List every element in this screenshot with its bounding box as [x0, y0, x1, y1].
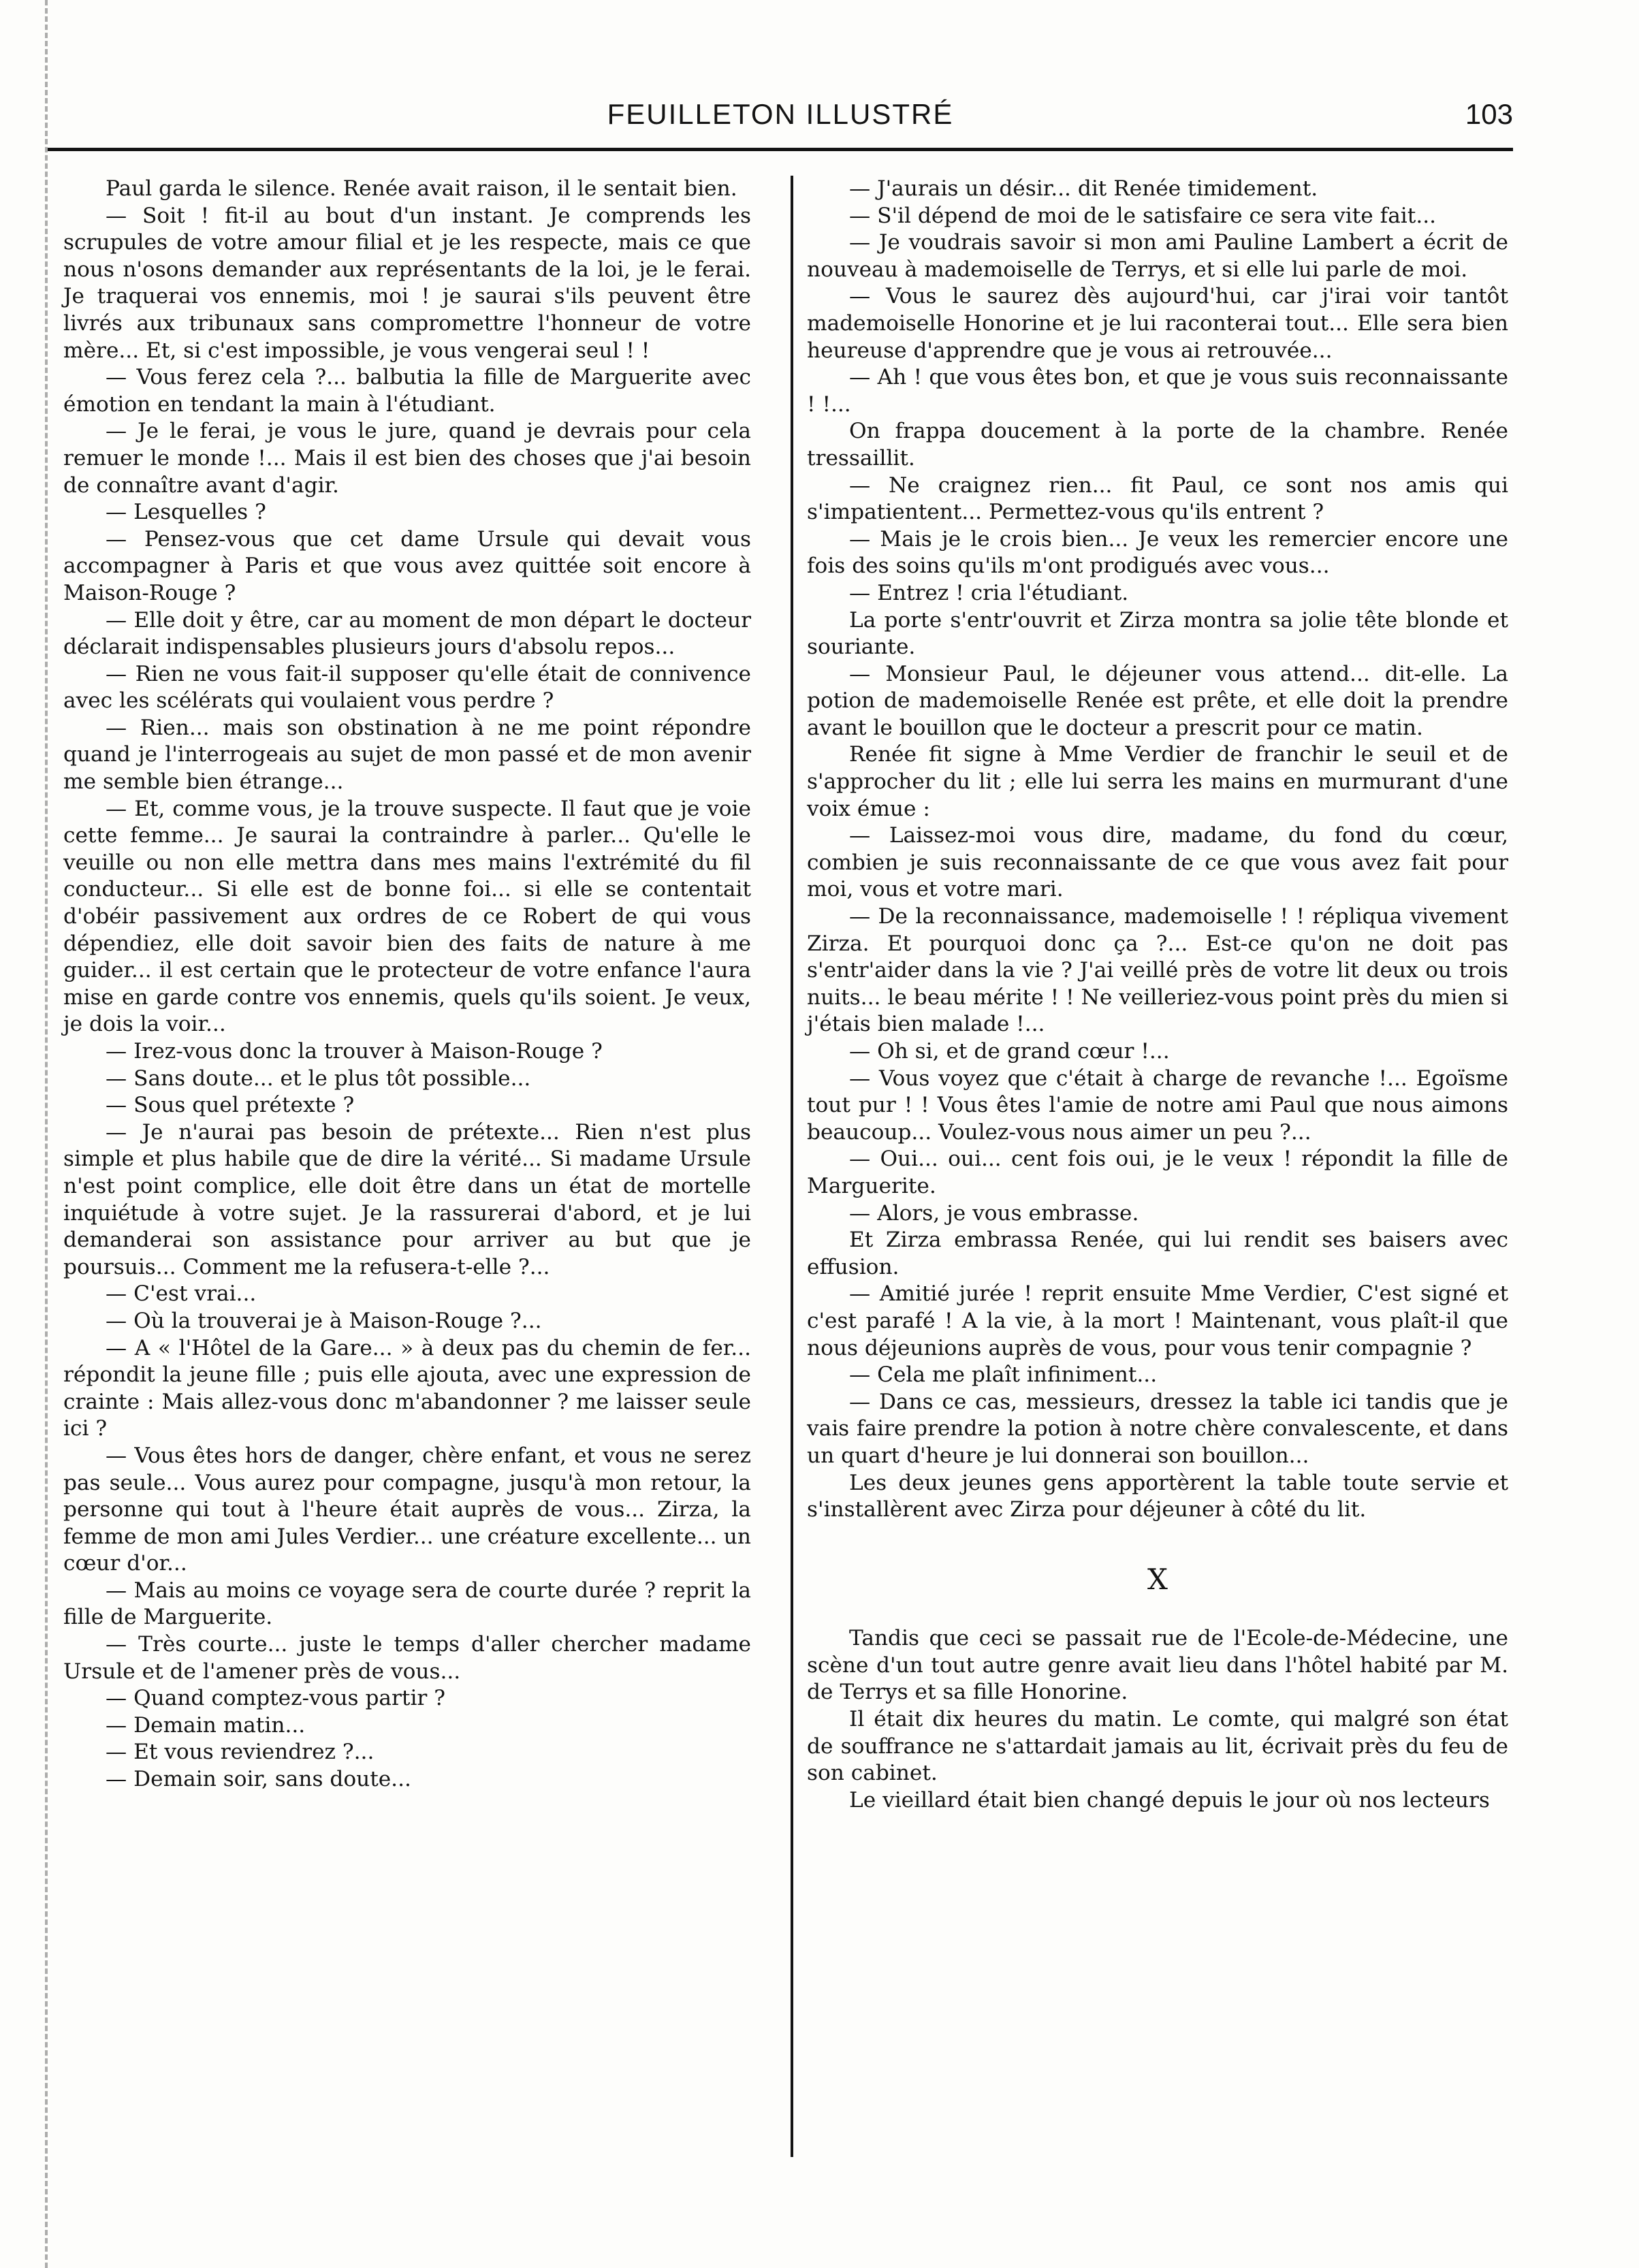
paragraph: — Très courte... juste le temps d'aller chercher madame Ursule et de l'amener près de vous... [63, 1632, 751, 1684]
paragraph: — Vous ferez cela ?... balbutia la fille de Marguerite avec émotion en tendant la main à l'étudiant. [63, 365, 751, 417]
paragraph: — Ah ! que vous êtes bon, et que je vous suis reconnaissante ! !... [807, 365, 1508, 417]
header-rule [48, 148, 1513, 151]
paragraph: — Oh si, et de grand cœur !... [849, 1039, 1170, 1064]
paragraph: Et Zirza embrassa Renée, qui lui rendit ses baisers avec effusion. [807, 1228, 1508, 1279]
chapter-heading: X [1147, 1562, 1168, 1596]
scan-binding-edge [0, 0, 48, 2268]
paragraph: — Et, comme vous, je la trouve suspecte. Il faut que je voie cette femme... Je saurai la contraindre à parler... Qu'elle le veuille ou non elle mettra dans mes mains l'extrémité du fil conducteur... Si elle est de bonne foi... si elle se contentait d'obéir passivement aux ordres de ce Robert de qui vous dépendiez, elle doit savoir bien des faits de nature à me guider... il est certain que le protecteur de votre enfance l'aura mise en garde contre vos ennemis, quels qu'ils soient. Je veux, je dois la voir... [63, 796, 751, 1037]
paragraph: Les deux jeunes gens apportèrent la table toute servie et s'installèrent avec Zirza pour déjeuner à côté du lit. [807, 1470, 1508, 1522]
paragraph: On frappa doucement à la porte de la chambre. Renée tressaillit. [807, 419, 1508, 470]
paragraph: — Demain soir, sans doute... [106, 1767, 411, 1792]
paragraph: — Mais au moins ce voyage sera de courte durée ? reprit la fille de Marguerite. [63, 1578, 751, 1630]
paragraph: — Vous êtes hors de danger, chère enfant, et vous ne serez pas seule... Vous aurez pour compagne, jusqu'à mon retour, la personne qui tout à l'heure était auprès de vous... Zirza, la femme de mon ami Jules Verdier... une créature excellente... un cœur d'or... [63, 1443, 751, 1576]
paragraph: Paul garda le silence. Renée avait raison, il le sentait bien. [106, 176, 737, 201]
paragraph: — Oui... oui... cent fois oui, je le veux ! répondit la fille de Marguerite. [807, 1147, 1508, 1198]
paragraph: — Je le ferai, je vous le jure, quand je devrais pour cela remuer le monde !... Mais il est bien des choses que j'ai besoin de connaître avant d'agir. [63, 419, 751, 498]
paragraph: La porte s'entr'ouvrit et Zirza montra sa jolie tête blonde et souriante. [807, 607, 1508, 660]
left-column [63, 176, 751, 1793]
paragraph: — Pensez-vous que cet dame Ursule qui devait vous accompagner à Paris et que vous avez quittée soit encore à Maison-Rouge ? [63, 526, 751, 605]
paragraph: — Dans ce cas, messieurs, dressez la table ici tandis que je vais faire prendre la potion à notre chère convalescente, et dans un quart d'heure je lui donnerai son bouillon... [807, 1389, 1508, 1468]
right-column [807, 176, 1508, 1814]
paragraph: — Elle doit y être, car au moment de mon départ le docteur déclarait indispensables plusieurs jours d'absolu repos... [63, 607, 751, 660]
paragraph: — Sans doute... et le plus tôt possible... [106, 1066, 531, 1091]
paragraph: — Irez-vous donc la trouver à Maison-Rouge ? [106, 1039, 603, 1064]
paragraph: — Alors, je vous embrasse. [849, 1200, 1139, 1226]
paragraph: — J'aurais un désir... dit Renée timidement. [849, 176, 1318, 201]
paragraph: — Rien ne vous fait-il supposer qu'elle était de connivence avec les scélérats qui voulaient vous perdre ? [63, 661, 751, 714]
paragraph: — Entrez ! cria l'étudiant. [849, 580, 1129, 605]
paragraph: — Je n'aurai pas besoin de prétexte... Rien n'est plus simple et plus habile que de dire la vérité... Si madame Ursule n'est point complice, elle doit être dans un état de mortelle inquiétude à votre sujet. Je la rassurerai d'abord, et je lui demanderai son assistance pour arriver au but que je poursuis... Comment me la refusera-t-elle ?... [63, 1119, 751, 1279]
page-number: 103 [1465, 98, 1513, 130]
chapter-paragraph: Tandis que ceci se passait rue de l'Ecole-de-Médecine, une scène d'un tout autre genre avait lieu dans l'hôtel habité par M. de Terrys et sa fille Honorine. [807, 1626, 1508, 1705]
paragraph: — De la reconnaissance, mademoiselle ! ! répliqua vivement Zirza. Et pourquoi donc ça ?... Est-ce qu'on ne doit pas s'entr'aider dans la vie ? J'ai veillé près de votre lit deux ou trois nuits... le beau mérite ! ! Ne veilleriez-vous point près du mien si j'étais bien malade !... [807, 904, 1508, 1037]
chapter-paragraph: Il était dix heures du matin. Le comte, qui malgré son état de souffrance ne s'attardait jamais au lit, écrivait près du feu de son cabinet. [807, 1707, 1508, 1786]
paragraph: — Soit ! fit-il au bout d'un instant. Je comprends les scrupules de votre amour filial et je les respecte, mais ce que nous n'osons demander aux représentants de la loi, je le ferai. Je traquerai vos ennemis, moi ! je saurai s'ils peuvent être livrés aux tribunaux sans compromettre l'honneur de votre mère... Et, si c'est impossible, je vous vengerai seul ! ! [63, 203, 751, 363]
paragraph: — Monsieur Paul, le déjeuner vous attend... dit-elle. La potion de mademoiselle Renée est prête, et elle doit la prendre avant le bouillon que le docteur a prescrit pour ce matin. [807, 661, 1508, 740]
paragraph: — Laissez-moi vous dire, madame, du fond du cœur, combien je suis reconnaissante de ce que vous avez fait pour moi, vous et votre mari. [807, 823, 1508, 902]
paragraph: — Vous le saurez dès aujourd'hui, car j'irai voir tantôt mademoiselle Honorine et je lui raconterai tout... Elle sera bien heureuse d'apprendre que je vous ai retrouvée... [807, 284, 1508, 363]
paragraph: — Rien... mais son obstination à ne me point répondre quand je l'interrogeais au sujet de mon passé et de mon avenir me semble bien étrange... [63, 715, 751, 795]
paragraph: — Où la trouverai je à Maison-Rouge ?... [106, 1308, 542, 1333]
chapter-paragraph: Le vieillard était bien changé depuis le jour où nos lecteurs [849, 1787, 1490, 1812]
paragraph: — Je voudrais savoir si mon ami Pauline Lambert a écrit de nouveau à mademoiselle de Terrys, et si elle lui parle de moi. [807, 230, 1508, 282]
paragraph: — Et vous reviendrez ?... [106, 1740, 375, 1765]
running-title: FEUILLETON ILLUSTRÉ [607, 98, 954, 130]
paragraph: — Mais je le crois bien... Je veux les remercier encore une fois des soins qu'ils m'ont prodigués avec vous... [807, 526, 1508, 579]
paragraph: — Vous voyez que c'était à charge de revanche !... Egoïsme tout pur ! ! Vous êtes l'amie de notre ami Paul que nous aimons beaucoup... Voulez-vous nous aimer un peu ?... [807, 1066, 1508, 1145]
paragraph: — Cela me plaît infiniment... [849, 1362, 1158, 1388]
paragraph: — S'il dépend de moi de le satisfaire ce sera vite fait... [849, 203, 1437, 228]
paragraph: — Quand comptez-vous partir ? [106, 1686, 445, 1711]
page-header [48, 95, 1513, 136]
paragraph: — A « l'Hôtel de la Gare... » à deux pas du chemin de fer... répondit la jeune fille ; puis elle ajouta, avec une expression de crainte : Mais allez-vous donc m'abandonner ? me laisser seule ici ? [63, 1335, 751, 1441]
column-divider [791, 176, 793, 2157]
paragraph: — Lesquelles ? [106, 500, 266, 525]
paragraph: — Amitié jurée ! reprit ensuite Mme Verdier, C'est signé et c'est parafé ! A la vie, à la mort ! Maintenant, vous plaît-il que nous déjeunions auprès de vous, pour vous tenir compagnie ? [807, 1281, 1508, 1360]
paragraph: Renée fit signe à Mme Verdier de franchir le seuil et de s'approcher du lit ; elle lui serra les mains en murmurant d'une voix émue : [807, 742, 1508, 821]
paragraph: — C'est vrai... [106, 1281, 257, 1307]
paragraph: — Ne craignez rien... fit Paul, ce sont nos amis qui s'impatientent... Permettez-vous qu'ils entrent ? [807, 473, 1508, 525]
paragraph: — Demain matin... [106, 1712, 306, 1738]
paragraph: — Sous quel prétexte ? [106, 1093, 355, 1118]
